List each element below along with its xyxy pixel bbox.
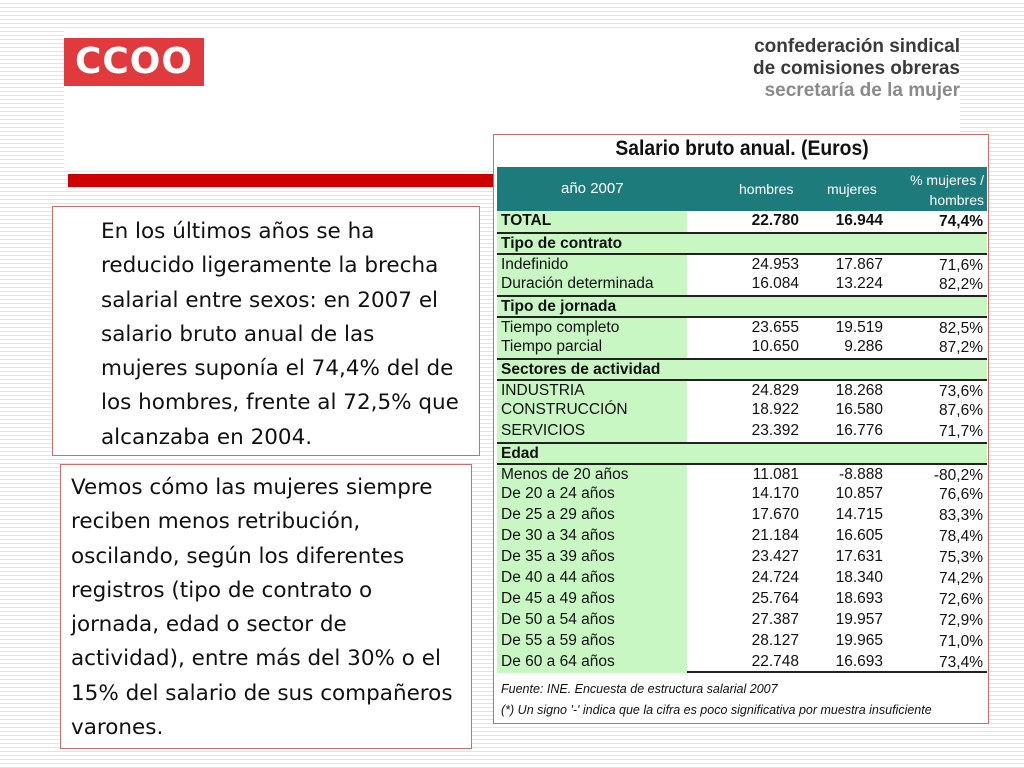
value-pct: -80,2% (933, 467, 983, 484)
value-men: 21.184 (751, 527, 799, 544)
header-pct-line-1: % mujeres / (910, 172, 984, 188)
value-men: 22.748 (751, 653, 799, 670)
value-women: 17.867 (835, 256, 883, 273)
value-women: -8.888 (839, 466, 883, 483)
value-women: 18.340 (835, 569, 883, 586)
table-row (497, 589, 987, 610)
value-women: 14.715 (835, 506, 883, 523)
table-row-total (497, 211, 987, 232)
table-row (497, 568, 987, 589)
value-pct: 71,6% (939, 257, 983, 274)
value-women: 16.580 (835, 401, 883, 418)
table-row (497, 631, 987, 652)
table-row (497, 421, 987, 442)
value-women: 16.944 (835, 212, 883, 229)
header-pct (910, 170, 984, 210)
table-section-header: Tipo de jornada (497, 295, 987, 316)
row-label: De 60 a 64 años (497, 652, 687, 673)
value-women: 16.693 (835, 653, 883, 670)
value-men: 27.387 (751, 611, 799, 628)
value-men: 25.764 (751, 590, 799, 607)
value-men: 24.724 (751, 569, 799, 586)
value-women: 16.605 (835, 527, 883, 544)
value-men: 24.829 (751, 382, 799, 399)
table-row (497, 610, 987, 631)
value-pct: 73,6% (939, 383, 983, 400)
org-line-2: de comisiones obreras (753, 58, 960, 79)
row-label: Indefinido (497, 255, 687, 276)
value-women: 19.519 (835, 319, 883, 336)
value-men: 24.953 (751, 256, 799, 273)
text-box-trend (52, 206, 480, 456)
row-label: CONSTRUCCIÓN (497, 400, 687, 421)
table-row (497, 400, 987, 421)
value-pct: 78,4% (939, 528, 983, 545)
value-pct: 71,0% (939, 633, 983, 650)
table-row (497, 652, 987, 673)
header-year: año 2007 (561, 180, 624, 197)
row-label: De 45 a 49 años (497, 589, 687, 610)
value-men: 17.670 (751, 506, 799, 523)
value-women: 13.224 (835, 275, 883, 292)
value-women: 18.268 (835, 382, 883, 399)
header-men: hombres (739, 181, 794, 197)
row-label: De 55 a 59 años (497, 631, 687, 652)
value-pct: 72,6% (939, 591, 983, 608)
row-label: De 25 a 29 años (497, 505, 687, 526)
value-pct: 72,9% (939, 612, 983, 629)
value-women: 19.957 (835, 611, 883, 628)
value-pct: 76,6% (939, 486, 983, 503)
value-women: 19.965 (835, 632, 883, 649)
value-pct: 74,4% (939, 213, 983, 230)
table-footnotes (501, 679, 932, 721)
organization-name (753, 36, 960, 102)
table-title: Salario bruto anual. (Euros) (615, 137, 869, 160)
value-women: 9.286 (844, 338, 883, 355)
value-men: 22.780 (751, 212, 799, 229)
row-label: Menos de 20 años (497, 465, 687, 486)
row-label: De 35 a 39 años (497, 547, 687, 568)
value-pct: 87,2% (939, 339, 983, 356)
table-row (497, 505, 987, 526)
table-row (497, 274, 987, 295)
row-label: Duración determinada (497, 274, 687, 295)
table-section-header: Tipo de contrato (497, 232, 987, 253)
text-box-range (60, 464, 472, 749)
table-row (497, 547, 987, 568)
table-note: (*) Un signo '-' indica que la cifra es poco significativa por muestra insuficiente (501, 703, 932, 717)
row-label: TOTAL (497, 211, 687, 232)
value-men: 18.922 (751, 401, 799, 418)
table-row (497, 484, 987, 505)
value-pct: 74,2% (939, 570, 983, 587)
row-label: SERVICIOS (497, 421, 687, 442)
table-sections (497, 232, 987, 673)
table-row (497, 463, 987, 484)
value-men: 23.392 (751, 422, 799, 439)
org-line-3: secretaría de la mujer (764, 80, 960, 101)
row-label: Tiempo parcial (497, 337, 687, 358)
value-pct: 82,5% (939, 320, 983, 337)
table-source: Fuente: INE. Encuesta de estructura salarial 2007 (501, 682, 778, 696)
ccoo-logo (64, 38, 204, 86)
header-women: mujeres (827, 181, 877, 197)
value-women: 17.631 (835, 548, 883, 565)
row-label: De 20 a 24 años (497, 484, 687, 505)
value-pct: 83,3% (939, 507, 983, 524)
value-men: 23.427 (751, 548, 799, 565)
table-header (497, 167, 987, 211)
salary-table-panel (493, 134, 989, 724)
row-label: Tiempo completo (497, 318, 687, 339)
table-body (497, 211, 987, 673)
table-row (497, 379, 987, 400)
row-label: De 30 a 34 años (497, 526, 687, 547)
table-section-header: Sectores de actividad (497, 358, 987, 379)
value-men: 28.127 (751, 632, 799, 649)
value-women: 10.857 (835, 485, 883, 502)
table-row (497, 526, 987, 547)
red-accent-bar (68, 174, 496, 187)
org-line-1: confederación sindical (754, 36, 960, 57)
value-men: 16.084 (751, 275, 799, 292)
row-label: De 40 a 44 años (497, 568, 687, 589)
table-row (497, 316, 987, 337)
value-pct: 73,4% (939, 654, 983, 671)
value-men: 11.081 (752, 466, 799, 483)
value-women: 16.776 (835, 422, 883, 439)
text-box-range-paragraph: Vemos cómo las mujeres siempre reciben menos retribución, oscilando, según los diferentes registros (tipo de contrato o jornada, edad o sector de actividad), entre más del 30% o el 15% del salario de sus compañeros varones. (71, 475, 453, 741)
value-men: 23.655 (751, 319, 799, 336)
table-row (497, 337, 987, 358)
row-label: INDUSTRIA (497, 381, 687, 402)
value-pct: 87,6% (939, 402, 983, 419)
value-men: 10.650 (751, 338, 799, 355)
text-box-trend-paragraph: En los últimos años se ha reducido ligeramente la brecha salarial entre sexos: en 2007 el salario bruto anual de las mujeres suponía el 74,4% del de los hombres, frente al 72,5% que alcanzaba en 2004. (101, 219, 459, 450)
value-women: 18.693 (835, 590, 883, 607)
row-label: De 50 a 54 años (497, 610, 687, 631)
header-pct-line-2: hombres (929, 192, 984, 208)
value-pct: 82,2% (939, 276, 983, 293)
value-men: 14.170 (751, 485, 799, 502)
table-row (497, 253, 987, 274)
value-pct: 75,3% (939, 549, 983, 566)
value-pct: 71,7% (939, 423, 983, 440)
table-section-header: Edad (497, 442, 987, 463)
logo-wordmark: CCOO (74, 41, 194, 82)
